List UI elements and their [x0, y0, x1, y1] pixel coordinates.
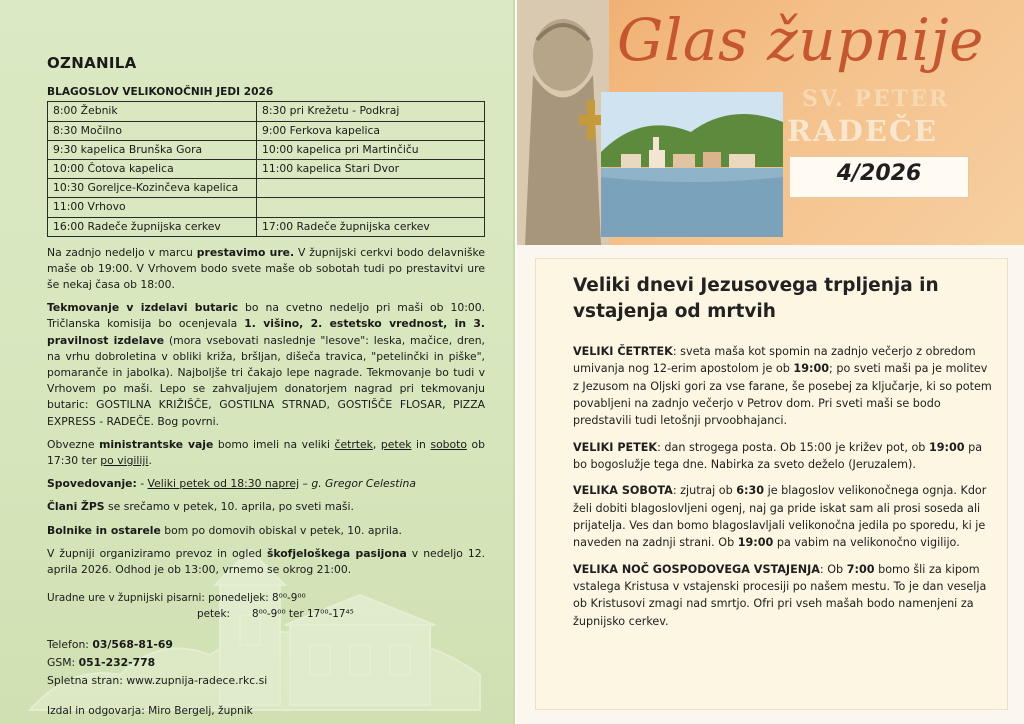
- text-span: se srečamo v petek, 10. aprila, po sveti maši.: [104, 500, 354, 514]
- text-span: Obvezne: [47, 437, 100, 451]
- text-bold: VELIKI PETEK: [573, 440, 658, 454]
- text-span: .: [148, 453, 152, 467]
- text-bold: Tekmovanje v izdelavi butaric: [47, 301, 239, 315]
- masthead-banner: [517, 0, 1024, 245]
- text-span: Na zadnjo nedeljo v marcu: [47, 245, 197, 259]
- holy-saturday-paragraph: [573, 482, 993, 551]
- easter-sunday-paragraph: [573, 561, 993, 630]
- table-cell: 11:00 Vrhovo: [48, 198, 257, 217]
- table-row: [48, 159, 485, 178]
- table-cell: 8:00 Žebnik: [48, 102, 257, 121]
- time-change-notice: [47, 245, 485, 294]
- text-bold: 19:00: [737, 536, 774, 550]
- article-title: Veliki dnevi Jezusovega trpljenja in vstajenja od mrtvih: [573, 275, 939, 322]
- holy-thursday-paragraph: [573, 343, 993, 430]
- article-content: [573, 273, 993, 639]
- text-span: v nedeljo 12. aprila 2026. Odhod je ob 13:00, vrnemo se okrog 21:00.: [47, 546, 485, 576]
- text-span: : dan strogega posta. Ob 15:00 je križev pot, ob: [657, 440, 929, 454]
- text-span: V župniji organiziramo prevoz in ogled: [47, 546, 267, 560]
- table-cell: 16:00 Radeče župnijska cerkev: [48, 217, 257, 236]
- text-span: 8⁰⁰-9⁰⁰ ter 17⁰⁰-17⁴⁵: [251, 608, 354, 621]
- text-span: : zjutraj ob: [672, 484, 737, 498]
- text-span: Telefon:: [47, 638, 93, 652]
- office-hours-friday: [47, 606, 485, 622]
- text-underline: Veliki petek od 18:30 naprej: [147, 477, 300, 491]
- blessing-schedule-table: [47, 101, 485, 236]
- text-underline: po vigiliji: [100, 453, 149, 467]
- text-span: pa bo bogoslužje tega dne. Nabirka za sveto deželo (Jeruzalem).: [573, 440, 983, 471]
- table-cell: 10:00 Čotova kapelica: [48, 159, 257, 178]
- parish-saint: SV. PETER: [802, 86, 950, 112]
- text-span: bo na cvetno nedeljo pri maši ob 10:00. Tričlanska komisija bo ocenjevala: [47, 301, 486, 331]
- text-underline: četrtek: [334, 437, 373, 451]
- table-cell: 9:30 kapelica Brunška Gora: [48, 140, 257, 159]
- text-span: : Ob: [819, 562, 847, 576]
- newsletter-title: Glas župnije: [617, 6, 984, 74]
- text-bold: prestavimo ure.: [196, 245, 295, 259]
- holy-week-article: [535, 258, 1008, 710]
- text-italic: g. Gregor Celestina: [311, 477, 416, 491]
- parish-town: RADEČE: [787, 114, 939, 148]
- website-link[interactable]: www.zupnija-radece.rkc.si: [126, 673, 268, 687]
- announcements: [47, 52, 485, 720]
- issue-box: [789, 156, 969, 198]
- text-bold: VELIKA SOBOTA: [573, 484, 673, 498]
- text-span: pa vabim na velikonočno vigilijo.: [773, 536, 960, 550]
- text-span: ; po sveti maši pa je molitev z Jezusom na Oljski gori za vse farane, še posebej za ključarje, ki so potem povabljeni na zadnjo večerjo v Petrov dom. Pri sveti maši se bodo predstavili tudi letošnji prvoobhajanci.: [573, 362, 992, 428]
- text-underline: soboto: [430, 437, 467, 451]
- website-line: [47, 672, 485, 690]
- publisher-line: Izdal in odgovarja: Miro Bergelj, župnik: [47, 704, 253, 717]
- text-bold: 6:30: [736, 484, 765, 498]
- text-span: je blagoslov velikonočnega ognja. Kdor želi dobiti blagoslovljeni ogenj, naj ga pride iskat sam ali prosi soseda ali prijatelja. Ves dan bomo blagoslavljali velikonočna jedila po sporedu, ki je naveden na zadnji strani. Ob: [573, 484, 987, 550]
- section-heading: OZNANILA: [47, 54, 137, 72]
- text-span: in: [411, 437, 431, 451]
- text-bold: 1. višino, 2. estetsko vrednost, in 3. pravilnost izdelave: [47, 317, 485, 347]
- town-river-photo: [601, 92, 783, 237]
- text-bold: 7:00: [846, 562, 875, 576]
- text-span: (mora vsebovati naslednje "lesove": leska, mačice, dren, na vrhu dobroletina v obliki križa, bršljan, dišeča travica, "petelinčki in piške", pomaranče in jabolka). Najboljše tri čakajo lepe nagrade. Tekmovanje bo tudi v Vrhovem po maši. Lepo se zahvaljujem donatorjem nagrad pri tekmovanju butaric: GOSTILNA KRIŽIŠČE, GOSTILNA STRNAD, GOSTIŠČE FLOSAR, PIZZA EXPRESS - RADEČE. Bog povrni.: [47, 333, 485, 428]
- text-bold: VELIKI ČETRTEK: [573, 344, 673, 358]
- table-cell: 9:00 Ferkova kapelica: [257, 121, 485, 140]
- text-bold: 19:00: [793, 362, 830, 376]
- confession-notice: [47, 476, 485, 492]
- table-row: [48, 140, 485, 159]
- office-hours-line: Uradne ure v župnijski pisarni: ponedeljek: 8⁰⁰-9⁰⁰: [47, 592, 306, 605]
- text-span: bomo imeli na veliki: [213, 437, 335, 451]
- gsm-number: 051-232-778: [78, 656, 156, 670]
- text-bold: Bolnike in ostarele: [47, 523, 161, 537]
- table-cell: 10:30 Goreljce-Kozinčeva kapelica: [48, 179, 257, 198]
- text-bold: VELIKA NOČ GOSPODOVEGA VSTAJENJA: [573, 562, 820, 576]
- text-span: -: [136, 477, 148, 491]
- office-hours: [47, 590, 485, 622]
- issue-number: 4/2026: [836, 161, 922, 186]
- saint-peter-statue-image: [517, 0, 609, 245]
- text-bold: Člani ŽPS: [47, 500, 105, 514]
- sick-visit-notice: [47, 523, 485, 539]
- table-row: [48, 121, 485, 140]
- text-span: : sveta maša kot spomin na zadnjo večerjo z obredom umivanja nog 12-erim apostolom je ob: [573, 344, 976, 376]
- table-row: [48, 198, 485, 217]
- text-span: ,: [372, 437, 381, 451]
- text-span: ob 17:30 ter: [47, 437, 485, 467]
- text-span: Spletna stran:: [47, 673, 127, 687]
- text-bold: škofjeloškega pasijona: [266, 546, 407, 560]
- text-span: petek:: [197, 608, 230, 621]
- table-cell: [257, 198, 485, 217]
- altar-server-practice-notice: [47, 437, 485, 469]
- text-span: GSM:: [47, 656, 79, 670]
- table-row: [48, 179, 485, 198]
- blessing-schedule-title: BLAGOSLOV VELIKONOČNIH JEDI 2026: [47, 85, 274, 98]
- text-underline: petek: [380, 437, 412, 451]
- palm-bundle-contest-notice: [47, 300, 485, 430]
- text-bold: 19:00: [928, 440, 965, 454]
- council-notice: [47, 499, 485, 515]
- table-row: [48, 102, 485, 121]
- text-span: bomo šli za kipom vstalega Kristusa v vstajenski procesiji po našem mestu. To je dan veselja ob Kristusovi zmagi nad smrtjo. Ofri pri vseh mašah bodo namenjeni za župnijsko cerkev.: [573, 562, 987, 628]
- table-row: [48, 217, 485, 236]
- gsm-line: [47, 654, 485, 672]
- text-span: bom po domovih obiskal v petek, 10. aprila.: [160, 523, 402, 537]
- phone-line: [47, 636, 485, 654]
- text-span: –: [299, 477, 312, 491]
- table-cell: 8:30 pri Krežetu - Podkraj: [257, 102, 485, 121]
- text-bold: Spovedovanje:: [47, 477, 137, 491]
- text-bold: ministrantske vaje: [99, 437, 214, 451]
- table-cell: 10:00 kapelica pri Martinčiču: [257, 140, 485, 159]
- table-cell: 11:00 kapelica Stari Dvor: [257, 159, 485, 178]
- table-cell: [257, 179, 485, 198]
- contact-info: [47, 636, 485, 689]
- table-cell: 8:30 Močilno: [48, 121, 257, 140]
- text-span: V župnijski cerkvi bodo delavniške maše ob 19:00. V Vrhovem bodo svete maše ob sobotah tudi po prestavitvi ure še nekaj časa ob 18:00.: [47, 245, 486, 292]
- passion-play-trip-notice: [47, 546, 485, 578]
- good-friday-paragraph: [573, 439, 993, 474]
- phone-number: 03/568-81-69: [92, 638, 173, 652]
- table-cell: 17:00 Radeče župnijska cerkev: [257, 217, 485, 236]
